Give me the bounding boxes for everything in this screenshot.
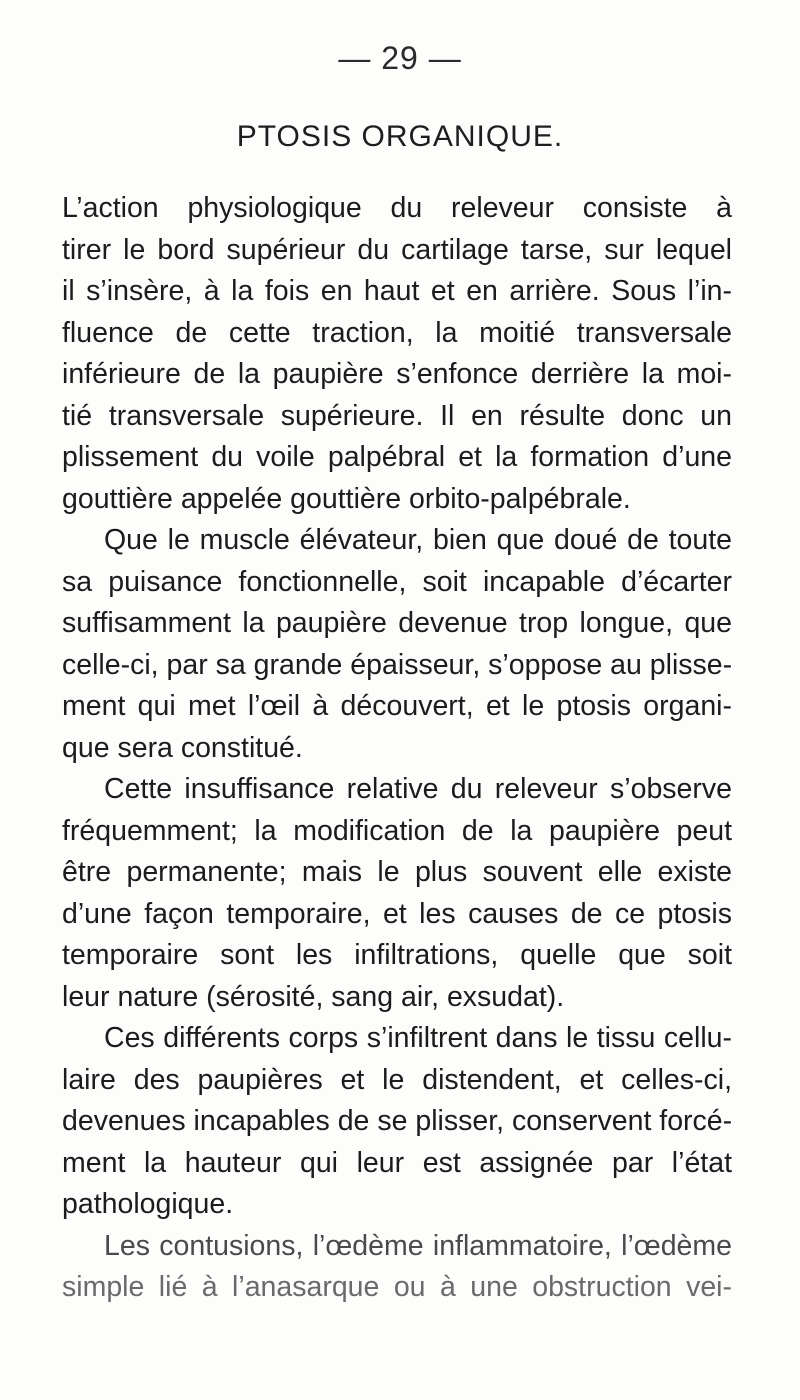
text-line: Cette insuffisance relative du releveur s’observe	[104, 773, 732, 805]
text-line: laire des paupières et le distendent, et celles-ci,	[62, 1063, 732, 1096]
text-line: suffisamment la paupière devenue trop longue, que	[62, 607, 732, 639]
text-line: inférieure de la paupière s’enfonce derrière la moi-	[62, 358, 732, 390]
text-line: gouttière appelée gouttière orbito-palpébrale.	[62, 482, 631, 515]
text-line: celle-ci, par sa grande épaisseur, s’oppose au plisse-	[62, 648, 733, 681]
text-line: L’action physiologique du releveur consiste à	[62, 192, 732, 224]
text-line: sa puisance fonctionnelle, soit incapable d’écarter	[62, 565, 732, 598]
text-line: fréquemment; la modification de la paupière peut	[62, 814, 732, 847]
text-line: tié transversale supérieure. Il en résulte donc un	[62, 399, 732, 432]
text-line: Les contusions, l’œdème inflammatoire, l’œdème	[104, 1229, 732, 1262]
text-line: il s’insère, à la fois en haut et en arrière. Sous l’in-	[62, 275, 732, 307]
text-line: fluence de cette traction, la moitié transversale	[62, 316, 732, 349]
text-line: tirer le bord supérieur du cartilage tarse, sur lequel	[62, 233, 732, 266]
text-line: simple lié à l’anasarque ou à une obstruction vei-	[62, 1271, 732, 1303]
body-text	[62, 188, 732, 1309]
text-line: temporaire sont les infiltrations, quelle que soit	[62, 939, 732, 971]
text-line: plissement du voile palpébral et la formation d’une	[62, 441, 732, 473]
text-line: être permanente; mais le plus souvent elle existe	[62, 856, 732, 888]
text-line: leur nature (sérosité, sang air, exsudat).	[62, 980, 565, 1013]
chapter-title: PTOSIS ORGANIQUE.	[236, 120, 564, 153]
text-line: pathologique.	[62, 1188, 234, 1220]
text-line: Que le muscle élévateur, bien que doué de toute	[104, 524, 732, 556]
text-line: ment la hauteur qui leur est assignée par l’état	[62, 1146, 732, 1179]
text-line: d’une façon temporaire, et les causes de ce ptosis	[62, 897, 732, 930]
page-number: — 29 —	[338, 40, 462, 76]
text-line: devenues incapables de se plisser, conservent forcé-	[62, 1105, 733, 1137]
text-line: ment qui met l’œil à découvert, et le ptosis organi-	[62, 690, 732, 722]
text-line: Ces différents corps s’infiltrent dans le tissu cellu-	[104, 1022, 732, 1054]
text-line: que sera constitué.	[62, 731, 303, 764]
